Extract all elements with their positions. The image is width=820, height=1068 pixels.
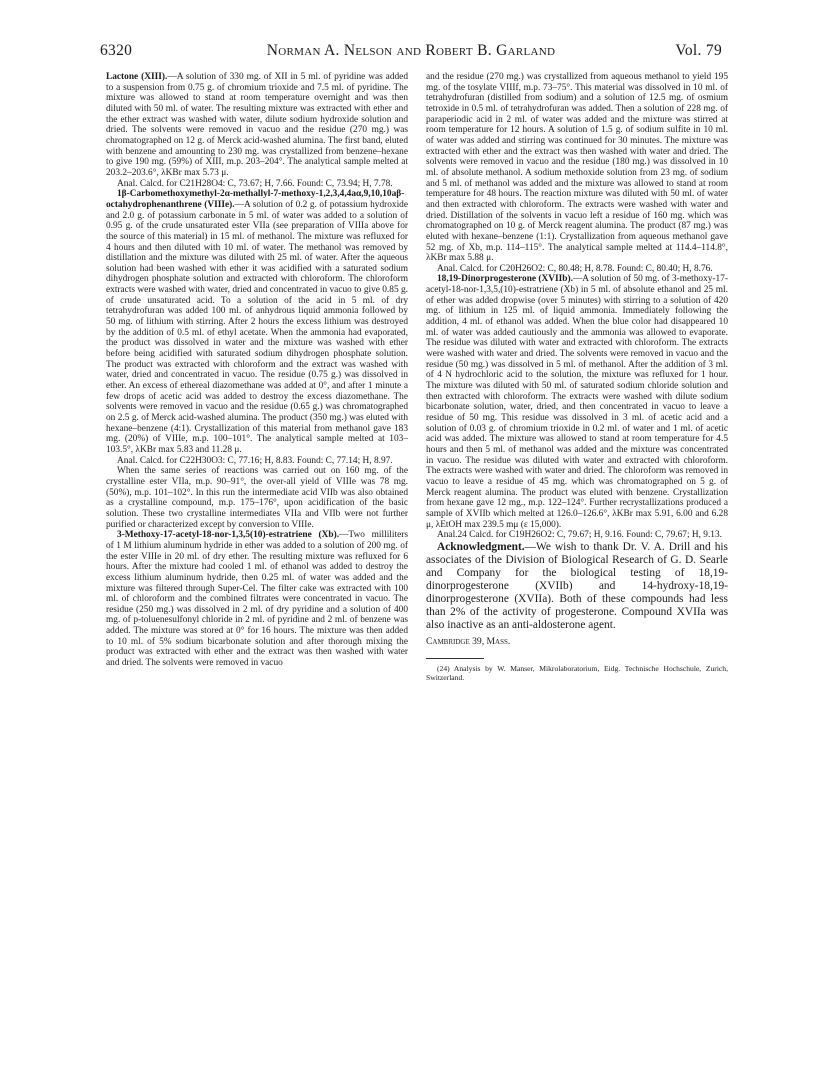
paragraph-same-series: When the same series of reactions was carried out on 160 mg. of the crystalline ester VIIa, m.p. 90–91°, the over-all yield of VIIIe was 78 mg. (50%), m.p. 101–102°. In this run the intermediate acid VIIb was also obtained as a crystalline compound, m.p. 175–176°, upon acidification of the basic solution. These two crystalline intermediates VIIa and VIIb were not further purified or characterized except by conversion to VIIIe.	[106, 466, 408, 530]
paragraph-xviib: 18,19-Dinorprogesterone (XVIIb).—A solution of 50 mg. of 3-methoxy-17-acetyl-18-nor-1,3,5,(10)-estratriene (Xb) in 5 ml. of absolute ethanol and 25 ml. of ether was added dropwise (over 5 minutes) with stirring to a solution of 420 mg. of lithium in 125 ml. of liquid ammonia. Immediately following the addition, 4 ml. of ethanol was added. When the blue color had disappeared 10 ml. of water was added cautiously and the ammonia was allowed to evaporate. The residue was diluted with water and extracted with chloroform. The extracts were washed with water and dried. The solvents were removed in vacuo and the residue (50 mg.) was dissolved in 5 ml. of methanol. After the addition of 3 ml. of 4 N hydrochloric acid to the solution, the mixture was refluxed for 1 hour. The mixture was diluted with 50 ml. of saturated sodium chloride solution and then extracted with chloroform. The extracts were washed with dilute sodium bicarbonate solution, water, dried, and then concentrated in vacuo to leave a residue of 50 mg. This residue was dissolved in 3 ml. of acetic acid and a solution of 0.03 g. of chromium trioxide in 0.2 ml. of water and 1 ml. of acetic acid was added. The mixture was allowed to stand at room temperature for 4.5 hours and then 5 ml. of methanol was added and the mixture was concentrated in vacuo. The residue was diluted with water and extracted with chloroform. The extracts were washed with water and dried. The chloroform was removed in vacuo to leave a residue of 45 mg. which was chromatographed on 5 g. of Merck reagent alumina. The product was eluted with benzene. Crystallization from hexane gave 12 mg., m.p. 122–124°. Further recrystallizations produced a sample of XVIIb which melted at 126.0–126.6°, λKBr max 5.91, 6.00 and 6.28 μ, λEtOH max 239.5 mμ (ε 15,000).	[426, 274, 728, 530]
paragraph-lactone: Lactone (XIII).—A solution of 330 mg. of XII in 5 ml. of pyridine was added to a suspension from 0.75 g. of chromium trioxide and 7.5 ml. of pyridine. The mixture was allowed to stand at room temperature overnight and was then diluted with 50 ml. of water. The resulting mixture was extracted with ether and the ether extract was washed with water, dilute sodium hydroxide solution and dried. The solvents were removed in vacuo and the residue (270 mg.) was chromatographed on 12 g. of Merck acid-washed alumina. The first band, eluted with benzene and amounting to 230 mg. was crystallized from benzene–hexane to give 190 mg. (59%) of XIII, m.p. 203–204°. The analytical sample melted at 203.2–203.6°, λKBr max 5.73 μ.	[106, 72, 408, 178]
paragraph-anal-xb: Anal. Calcd. for C20H26O2: C, 80.48; H, 8.78. Found: C, 80.40; H, 8.76.	[437, 263, 713, 274]
footnote-divider	[426, 658, 484, 659]
paragraph-anal-xiii: Anal. Calcd. for C21H28O4: C, 73.67; H, 7.66. Found: C, 73.94; H, 7.78.	[117, 178, 393, 189]
paragraph-viiie: 1β-Carbomethoxymethyl-2α-methallyl-7-methoxy-1,2,3,4,4aα,9,10,10aβ-octahydrophenanthrene (VIIIe).—A solution of 0.2 g. of potassium hydroxide and 2.0 g. of potassium carbonate in 5 ml. of water was added to a solution of 0.95 g. of the crude unsaturated ester VIIa (see preparation of VIIIa above for the source of this material) in 15 ml. of methanol. The mixture was refluxed for 4 hours and then diluted with 10 ml. of water. The methanol was removed by distillation and the mixture was diluted with 25 ml. of water. After the aqueous solution had been washed with ether it was acidified with a saturated sodium dihydrogen phosphate solution and extracted with chloroform. The chloroform extracts were washed with water, dried and concentrated in vacuo to give 0.85 g. of crude unsaturated acid. To a solution of the acid in 5 ml. of dry tetrahydrofuran was added 100 ml. of anhydrous liquid ammonia followed by 50 mg. of lithium with stirring. After 2 hours the excess lithium was destroyed by the addition of 0.5 ml. of ethyl acetate. When the ammonia had evaporated, the product was dissolved in water and the mixture was washed with ether before being acidified with saturated sodium dihydrogen phosphate solution. The product was extracted with chloroform and the extract was washed with water, dried and concentrated in vacuo. The residue (0.75 g.) was dissolved in ether. An excess of ethereal diazomethane was added at 0°, and after 1 minute a few drops of acetic acid was added to destroy the excess diazomethane. The solvents were removed in vacuo and the residue (0.65 g.) was chromatographed on 2.5 g. of Merck acid-washed alumina. The product (350 mg.) was eluted with hexane–benzene (4:1). Crystallization of this material from methanol gave 183 mg. (20%) of VIIIe, m.p. 100–101°. The analytical sample melted at 103–103.5°, λKBr max 5.83 and 11.28 μ.	[106, 189, 408, 455]
place-line: Cambridge 39, Mass.	[426, 635, 511, 647]
paragraph-anal-xviib: Anal.24 Calcd. for C19H26O2: C, 79.67; H, 9.16. Found: C, 79.67; H, 9.13.	[437, 530, 722, 541]
left-column	[106, 72, 408, 669]
running-authors: Norman A. Nelson and Robert B. Garland	[266, 42, 556, 59]
running-header	[100, 42, 722, 62]
paragraph-anal-viiie: Anal. Calcd. for C22H30O3: C, 77.16; H, 8.83. Found: C, 77.14; H, 8.97.	[117, 455, 393, 466]
paragraph-xb-continued: and the residue (270 mg.) was crystallized from aqueous methanol to yield 195 mg. of the tosylate VIIIf, m.p. 73–75°. This material was dissolved in 10 ml. of tetrahydrofuran (distilled from sodium) and a solution of 12.5 mg. of osmium tetroxide in 0.5 ml. of tetrahydrofuran was added. Then a solution of 228 mg. of paraperiodic acid in 2 ml. of water was added and the mixture was stirred at room temperature for 12 hours. A solution of 1.5 g. of sodium sulfite in 10 ml. of water was added and stirring was continued for 30 minutes. The mixture was extracted with ether and the extract was then washed with water and dried. The solvents were removed in vacuo and the residue (180 mg.) was dissolved in 10 ml. of absolute methanol. A sodium methoxide solution from 23 mg. of sodium and 5 ml. of methanol was added and the mixture was allowed to stand at room temperature for 48 hours. The reaction mixture was diluted with 50 ml. of water and then extracted with chloroform. The extracts were washed with water and dried. Distillation of the solvents in vacuo left a residue of 160 mg. which was chromatographed on 10 g. of Merck reagent alumina. The product (87 mg.) was eluted with hexane–benzene (1:1). Crystallization from aqueous methanol gave 52 mg. of Xb, m.p. 114–115°. The analytical sample melted at 114.4–114.8°, λKBr max 5.88 μ.	[426, 72, 728, 264]
acknowledgment-paragraph: Acknowledgment.—We wish to thank Dr. V. A. Drill and his associates of the Division of Biological Research of G. D. Searle and Company for the biological testing of 18,19-dinorprogesterone (XVIIb) and 14-hydroxy-18,19-dinorprogesterone (XVIIa). Both of these compounds had less than 2% of the activity of progesterone. Compound XVIIa was also inactive as an anti-aldosterone agent.	[426, 540, 728, 632]
volume-label: Vol. 79	[675, 42, 722, 59]
footnote-24: (24) Analysis by W. Manser, Mikrolaboratorium, Eidg. Technische Hochschule, Zurich, Switzerland.	[426, 664, 728, 683]
page-number: 6320	[100, 42, 133, 59]
right-column	[426, 72, 728, 683]
paragraph-xb: 3-Methoxy-17-acetyl-18-nor-1,3,5(10)-estratriene (Xb).—Two milliliters of 1 M lithium aluminum hydride in ether was added to a solution of 200 mg. of the ester VIIIe in 20 ml. of dry ether. The resulting mixture was refluxed for 6 hours. After the mixture had cooled 1 ml. of ethanol was added to destroy the excess lithium aluminum hydride, then 0.25 ml. of water was added and the mixture was filtered through Super-Cel. The filter cake was extracted with 100 ml. of chloroform and the combined filtrates were concentrated in vacuo. The residue (250 mg.) was dissolved in 2 ml. of dry pyridine and a solution of 400 mg. of p-toluenesulfonyl chloride in 2 ml. of pyridine and 2 ml. of benzene was added. The mixture was stored at 0° for 16 hours. The mixture was then added to 10 ml. of 5% sodium bicarbonate solution and after thorough mixing the product was extracted with ether and the extract was then washed with water and dried. The solvents were removed in vacuo	[106, 530, 408, 669]
